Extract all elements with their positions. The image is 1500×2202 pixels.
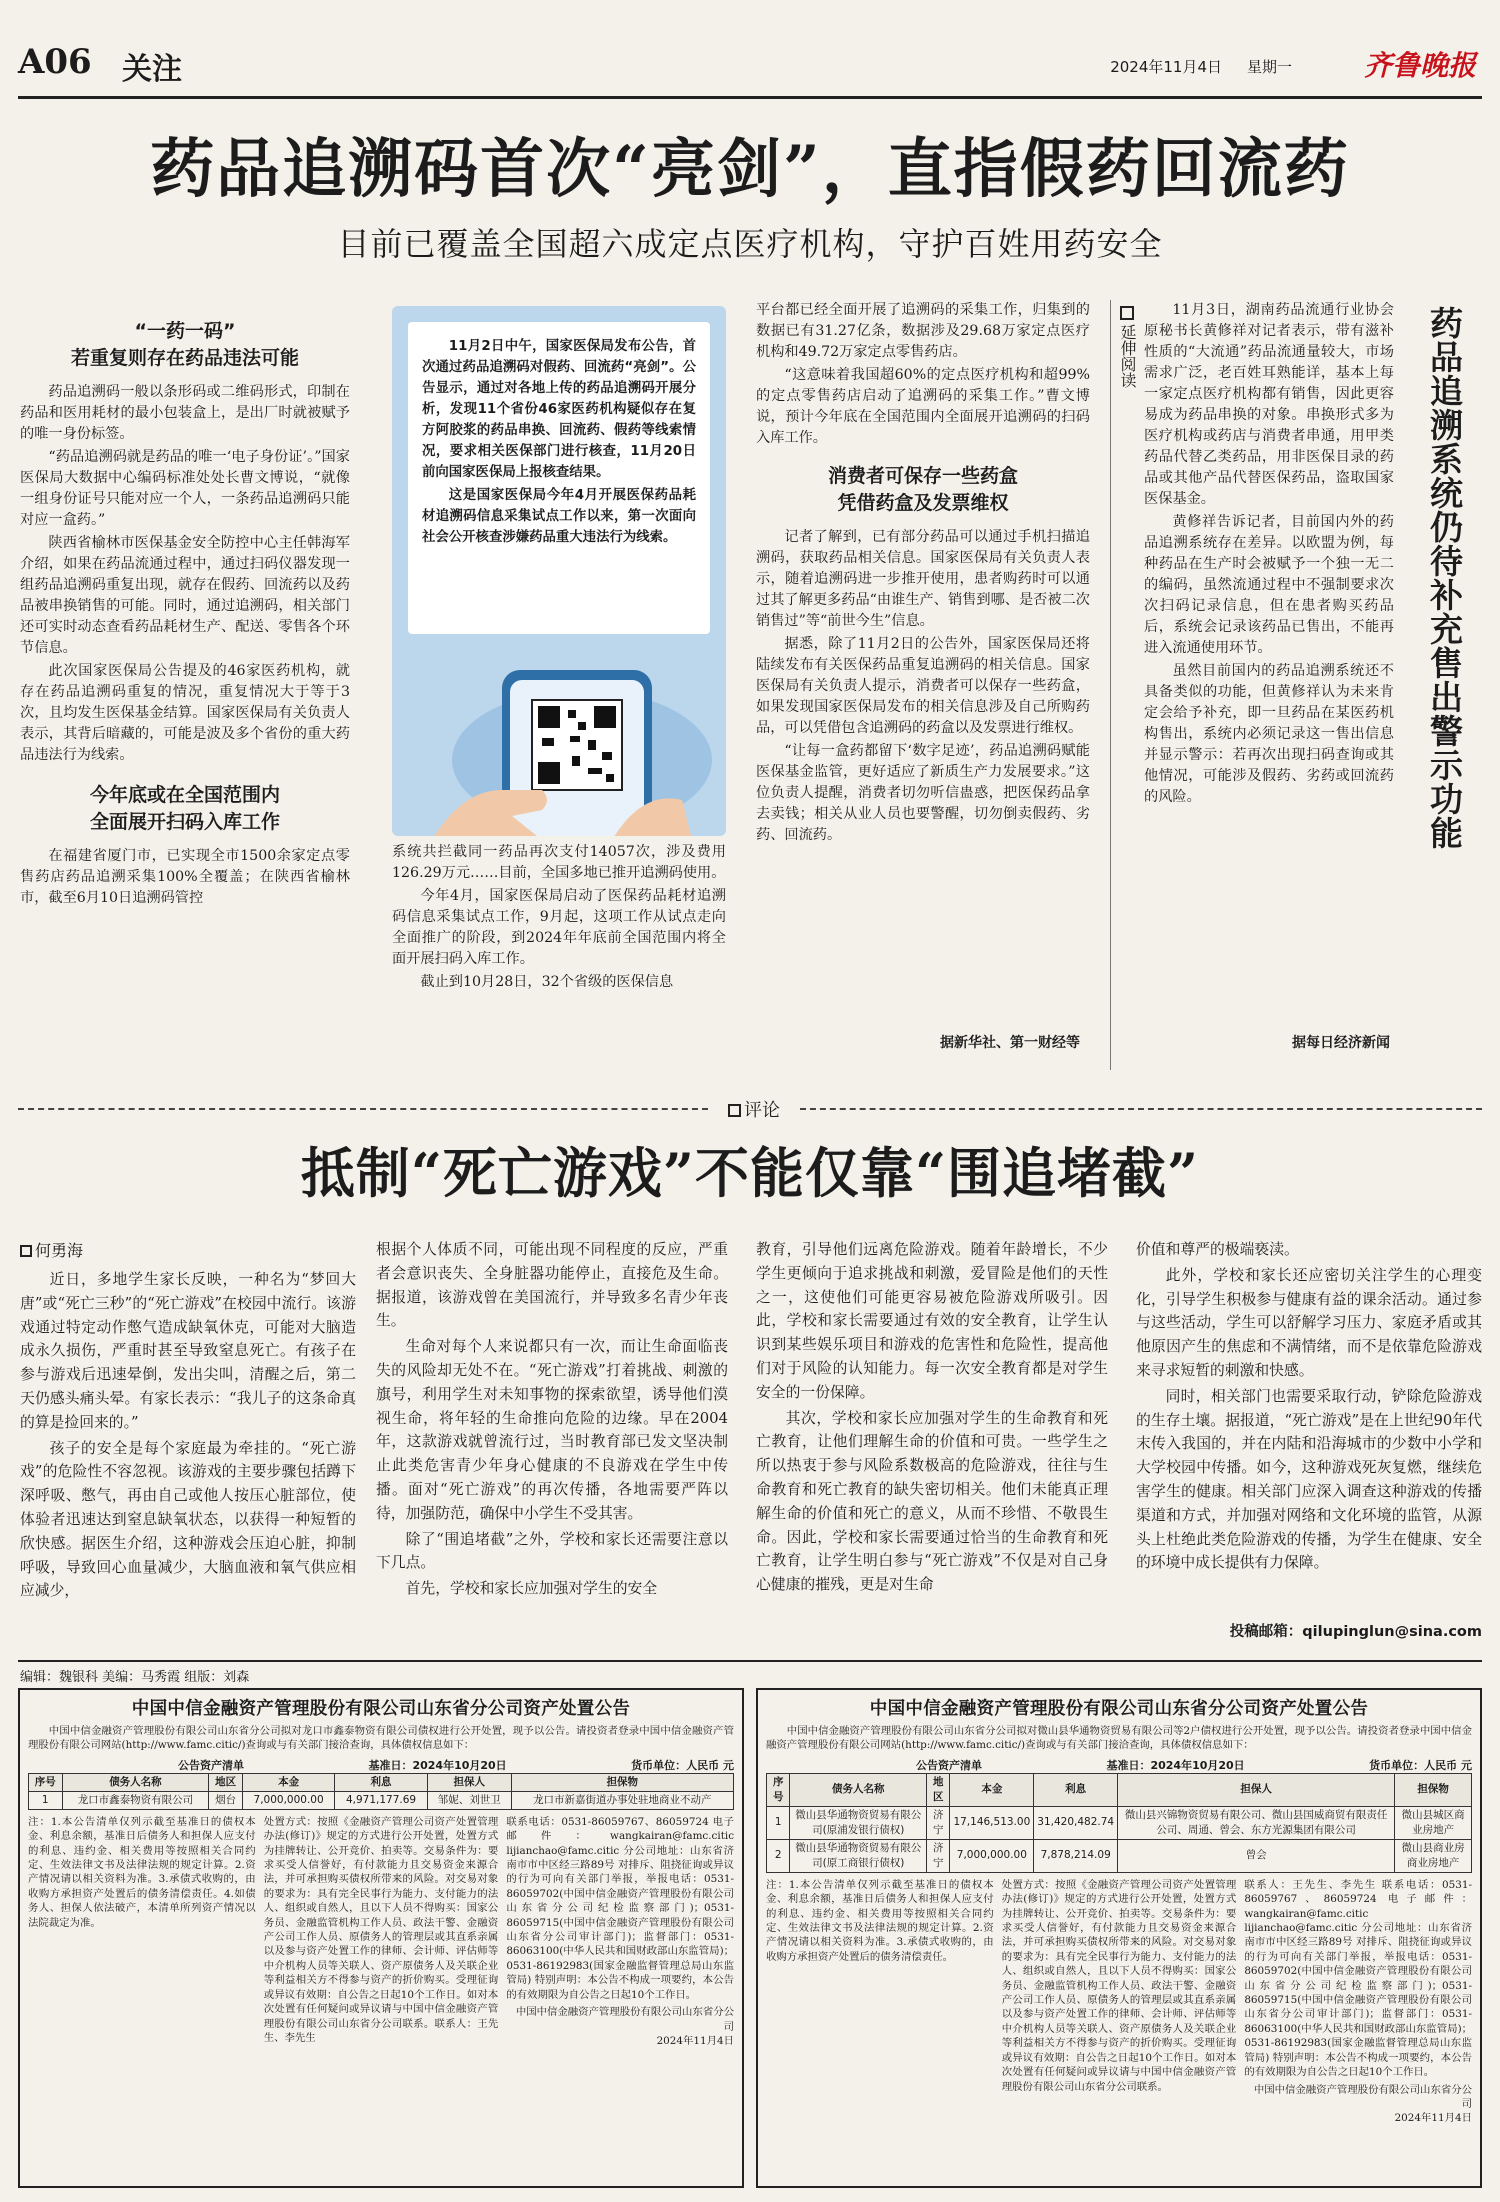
currency-unit: 货币单位：人民币 元 bbox=[1369, 1758, 1472, 1772]
ad-note: 联系电话：0531-86059767、86059724 电子邮件：wangkairan@famc.citic lijianchao@famc.citic 分公司地址：山东省济南市市中区经三路89号 对排斥、阻挠征询或异议的行为可向有关部门举报，举报电话：0531-86059702(中国中信金融资产管理股份有限公司山东省分公司纪检监察部门)；0531-86059715(中国中信金融资产管理股份有限公司山东省分公司审计部门)；监督部门：0531-86063100(中华人民共和国财政部山东监管局)；0531-86192983(国家金融监督管理总局山东监管局) 特别声明：本公告不构成一项要约，本公告的有效期限为自公告之日起10个工作日。 bbox=[506, 1815, 735, 2001]
table-cell: 微山县商业房商业房地产 bbox=[1395, 1839, 1472, 1872]
section-heading: “一药一码” 若重复则存在药品违法可能 bbox=[70, 320, 299, 369]
credits-rule bbox=[18, 1660, 1482, 1662]
ad-notice-left bbox=[18, 1688, 744, 2188]
phone-qr-illustration bbox=[392, 640, 726, 836]
ad-table-caption bbox=[766, 1757, 1472, 1773]
ad-note-contact bbox=[1244, 1878, 1472, 2126]
masthead-logo: 齐鲁晚报 bbox=[1363, 49, 1476, 82]
paragraph: 其次，学校和家长应加强对学生的生命教育和死亡教育，让他们理解生命的价值和可贵。一些学生之所以热衷于参与风险系数极高的危险游戏，往往与生命教育和死亡教育的缺失密切相关。他们未能真正理解生命的价值和死亡的意义，从而不珍惜、不敬畏生命。因此，学校和家长需要通过恰当的生命教育和死亡教育，让学生明白参与“死亡游戏”不仅是对自己身心健康的摧残，更是对生命 bbox=[756, 1409, 1108, 1594]
table-cell: 微山县华通物资贸易有限公司(原工商银行债权) bbox=[790, 1839, 927, 1872]
ad-intro: 中国中信金融资产管理股份有限公司山东省分公司拟对龙口市鑫泰物资有限公司债权进行公开处置，现予以公告。请投资者登录中国中信金融资产管理股份有限公司网站(http://www.famc.citic/)查询或与有关部门接洽查询，具体债权信息如下： bbox=[28, 1725, 734, 1752]
table-cell: 济宁 bbox=[927, 1839, 950, 1872]
section-rule-right bbox=[800, 1108, 1482, 1110]
paragraph: 药品追溯码一般以条形码或二维码形式，印制在药品和医用耗材的最小包装盒上，是出厂时就被赋予的唯一身份标签。 bbox=[20, 384, 350, 442]
paragraph: 此次国家医保局公告提及的46家医药机构，就存在药品追溯码重复的情况，重复情况大于等于3次，且均发生医保基金结算。国家医保局有关负责人表示，其背后暗藏的，可能是波及多个省份的重大药品违法行为线索。 bbox=[20, 663, 350, 763]
section-heading: 消费者可保存一些药盒 凭借药盒及发票维权 bbox=[827, 465, 1018, 514]
table-header-cell: 债务人名称 bbox=[790, 1773, 927, 1806]
ad-intro: 中国中信金融资产管理股份有限公司山东省分公司拟对微山县华通物资贸易有限公司等2户债权进行公开处置，现予以公告。请投资者登录中国中信金融资产管理股份有限公司网站(http://www.famc.citic/)查询或与有关部门接洽查询，具体债权信息如下： bbox=[766, 1725, 1472, 1752]
article-column-1 bbox=[20, 310, 350, 1080]
ad-title: 中国中信金融资产管理股份有限公司山东省分公司资产处置公告 bbox=[131, 1699, 631, 1719]
asset-table bbox=[766, 1773, 1472, 1873]
ad-sign-date: 2024年11月4日 bbox=[656, 2034, 735, 2047]
section-rule-left bbox=[18, 1108, 708, 1110]
tag-box-icon bbox=[728, 1104, 741, 1117]
paragraph: 价值和尊严的极端亵渎。 bbox=[1136, 1241, 1299, 1258]
base-date: 基准日：2024年10月20日 bbox=[368, 1758, 507, 1772]
page-number: A06 bbox=[18, 42, 92, 82]
table-cell: 17,146,513.00 bbox=[950, 1806, 1034, 1839]
section-heading: 今年底或在全国范围内 全面展开扫码入库工作 bbox=[89, 784, 280, 833]
article-column-3 bbox=[756, 300, 1090, 1070]
paragraph: 孩子的安全是每个家庭最为牵挂的。“死亡游戏”的危险性不容忽视。该游戏的主要步骤包括蹲下深呼吸、憋气，再由自己或他人按压心脏部位，使体验者迅速达到窒息缺氧状态，以获得一种短暂的欣快感。据医生介绍，这种游戏会压迫心脏，抑制呼吸，导致回心血量减少，大脑血液和氧气供应相应减少， bbox=[20, 1439, 356, 1600]
paragraph: 此外，学校和家长还应密切关注学生的心理变化，引导学生积极参与健康有益的课余活动。通过参与这些活动，学生可以舒解学习压力、家庭矛盾或其他原因产生的焦虑和不满情绪，而不是依靠危险游戏来寻求短暂的刺激和快感。 bbox=[1136, 1266, 1482, 1379]
table-header-cell: 利息 bbox=[335, 1773, 427, 1791]
paragraph: 今年4月，国家医保局启动了医保药品耗材追溯码信息采集试点工作，9月起，这项工作从试点走向全面推广的阶段，到2024年年底前全国范围内将全面开展扫码入库工作。 bbox=[392, 888, 726, 967]
ad-note: 联系人：王先生、李先生 联系电话：0531-86059767、86059724 电子邮件：wangkairan@famc.citic lijianchao@famc.citic 分公司地址：山东省济南市市中区经三路89号 对排斥、阻挠征询或异议的行为可向有关部门举报，举报电话：0531-86059702(中国中信金融资产管理股份有限公司山东省分公司纪检监察部门)；0531-86059715(中国中信金融资产管理股份有限公司山东省分公司审计部门)；监督部门：0531-86063100(中华人民共和国财政部山东监管局)；0531-86192983(国家金融监督管理总局山东监管局) 特别声明：本公告不构成一项要约，本公告的有效期限为自公告之日起10个工作日。 bbox=[1244, 1878, 1473, 2079]
table-header-cell: 利息 bbox=[1034, 1773, 1118, 1806]
ad-signoff: 中国中信金融资产管理股份有限公司山东省分公司 bbox=[1253, 2083, 1473, 2110]
comment-column-1 bbox=[20, 1268, 356, 1644]
ad-notice-right bbox=[756, 1688, 1482, 2188]
table-cell: 微山县兴锦物资贸易有限公司、微山县国威商贸有限责任公司、周通、曾会、东方光源集团有限公司 bbox=[1118, 1806, 1395, 1839]
extended-reading-tag bbox=[1116, 306, 1138, 388]
table-cell: 7,000,000.00 bbox=[242, 1791, 334, 1809]
table-header-cell: 本金 bbox=[242, 1773, 334, 1791]
issue-date: 2024年11月4日 bbox=[1110, 58, 1222, 76]
table-cell: 微山县城区商业房地产 bbox=[1395, 1806, 1472, 1839]
paragraph: “让每一盒药都留下‘数字足迹’，药品追溯码赋能医保基金监管，更好适应了新质生产力发展要求。”这位负责人提醒，消费者切勿听信蛊惑，把医保药品拿去卖钱；相关从业人员也要警醒，切勿倒卖假药、劣药、回流药。 bbox=[756, 743, 1090, 843]
table-header-cell: 债务人名称 bbox=[62, 1773, 209, 1791]
table-header-cell: 担保物 bbox=[511, 1773, 733, 1791]
paragraph: 黄修祥告诉记者，目前国内外的药品追溯系统存在差异。以欧盟为例，每种药品在生产时会被赋予一个独一无二的编码，虽然流通过程中不强制要求次次扫码记录信息，但在患者购买药品后，系统会记录该药品已售出，不能再进入流通使用环节。 bbox=[1144, 514, 1394, 656]
paragraph: 11月3日，湖南药品流通行业协会原秘书长黄修祥对记者表示，带有滋补性质的“大流通”药品流通量较大，市场需求广泛，老百姓耳熟能详，基本上每一家定点医疗机构都有销售，因此更容易成为药品串换的对象。串换形式多为医疗机构或药店与消费者串通，用甲类药品代替乙类药品，用非医保目录的药品或其他产品代替医保药品，盗取国家医保基金。 bbox=[1144, 302, 1394, 507]
table-header-cell: 地区 bbox=[927, 1773, 950, 1806]
paragraph: 除了“围追堵截”之外，学校和家长还需要注意以下几点。 bbox=[376, 1530, 728, 1572]
ad-table-caption bbox=[28, 1757, 734, 1773]
paragraph: 教育，引导他们远离危险游戏。随着年龄增长，不少学生更倾向于追求挑战和刺激，爱冒险是他们的天性之一，这使他们可能更容易被危险游戏所吸引。因此，学校和家长需要通过有效的安全教育，让学生认识到某些娱乐项目和游戏的危害性和危险性，提高他们对于风险的认知能力。每一次安全教育都是对学生安全的一份保障。 bbox=[756, 1241, 1108, 1401]
tag-box-icon bbox=[1120, 306, 1134, 320]
ad-note-contact bbox=[506, 1815, 734, 2049]
table-header-cell: 地区 bbox=[209, 1773, 243, 1791]
sidebar-source: 据每日经济新闻 bbox=[1292, 1035, 1390, 1051]
ad-notes bbox=[766, 1878, 1472, 2126]
page-header bbox=[18, 40, 1482, 98]
table-row bbox=[767, 1839, 1472, 1872]
table-title: 公告资产清单 bbox=[178, 1758, 244, 1772]
table-title: 公告资产清单 bbox=[916, 1758, 982, 1772]
ad-notes bbox=[28, 1815, 734, 2049]
table-cell: 曾会 bbox=[1118, 1839, 1395, 1872]
editor-credits: 编辑：魏银科 美编：马秀霞 组版：刘森 bbox=[20, 1670, 250, 1685]
table-header-cell: 序号 bbox=[767, 1773, 790, 1806]
table-header-cell: 序号 bbox=[29, 1773, 63, 1791]
highlight-box bbox=[392, 306, 726, 836]
tag-box-icon bbox=[20, 1245, 32, 1257]
table-cell: 2 bbox=[767, 1839, 790, 1872]
paragraph: 截止到10月28日，32个省级的医保信息 bbox=[420, 974, 674, 990]
paragraph: 首先，学校和家长应加强对学生的安全 bbox=[405, 1580, 658, 1598]
table-cell: 31,420,482.74 bbox=[1034, 1806, 1118, 1839]
ad-sign-date: 2024年11月4日 bbox=[1394, 2112, 1473, 2125]
paragraph: 平台都已经全面开展了追溯码的采集工作，归集到的数据已有31.27亿条，数据涉及29.68万家定点医疗机构和49.72万家定点零售药店。 bbox=[756, 302, 1090, 360]
section-name: 关注 bbox=[122, 52, 182, 87]
highlight-box-inner bbox=[408, 322, 710, 634]
table-cell: 济宁 bbox=[927, 1806, 950, 1839]
ad-title: 中国中信金融资产管理股份有限公司山东省分公司资产处置公告 bbox=[869, 1699, 1369, 1719]
submission-email: 投稿邮箱：qilupinglun@sina.com bbox=[1229, 1624, 1482, 1640]
ad-note: 注：1.本公告清单仅列示截至基准日的债权本金、利息余额，基准日后债务人和担保人应支付的利息、违约金、相关费用等按照相关合同约定、生效法律文书及法律法规的规定计算。2.资产情况请以相关资料为准。3.承债式收购的，由收购方承担资产处置后的债务清偿责任。4.如债务人、担保人依法破产，本清单所列资产情况以法院裁定为准。 bbox=[28, 1815, 256, 1929]
paragraph: 陕西省榆林市医保基金安全防控中心主任韩海军介绍，如果在药品流通过程中，通过扫码仪器发现一组药品追溯码重复出现，就存在假药、回流药以及药品被串换销售的可能。同时，通过追溯码，相关部门还可实时动态查看药品耗材生产、配送、零售各个环节信息。 bbox=[20, 535, 350, 656]
paragraph: 生命对每个人来说都只有一次，而让生命面临丧失的风险却无处不在。“死亡游戏”打着挑战、刺激的旗号，利用学生对未知事物的探索欲望，诱导他们漠视生命，将年轻的生命推向危险的边缘。早在2004年，这款游戏就曾流行过，当时教育部已发文坚决制止此类危害青少年身心健康的不良游戏在学生中传播。面对“死亡游戏”的再次传播，各地需要严阵以待，加强防范，确保中小学生不受其害。 bbox=[376, 1338, 728, 1522]
table-cell: 龙口市新嘉街道办事处驻地商业不动产 bbox=[511, 1791, 733, 1809]
highlight-paragraph: 11月2日中午，国家医保局发布公告，首次通过药品追溯码对假药、回流药“亮剑”。公告显示，通过对各地上传的药品追溯码开展分析，发现11个省份46家医药机构疑似存在复方阿胶浆的药品串换、回流药、假药等线索情况，要求相关医保部门进行核查，11月20日前向国家医保局上报核查结果。 bbox=[422, 339, 696, 480]
ad-note: 处置方式：按照《金融资产管理公司资产处置管理办法(修订)》规定的方式进行公开处置，处置方式为挂牌转让、公开竞价、拍卖等。交易条件为：要求买受人信誉好，有付款能力且交易资金来源合法，并可承担购买债权所带来的风险。对交易对象的要求为：具有完全民事行为能力、支付能力的法人、组织或自然人，且以下人员不得购买：国家公务员、金融监管机构工作人员、政法干警、金融资产公司工作人员、原债务人的管理层或其直系亲属以及参与资产处置工作的律师、会计师、评估师等中介机构人员等关联人、资产原债务人及关联企业等利益相关方不得参与资产的折价购买。受理征询或异议有效期：自公告之日起10个工作日。如对本次处置有任何疑问或异议请与中国中信金融资产管理股份有限公司山东省分公司联系。联系人：王先生、李先生 bbox=[263, 1815, 499, 2044]
sidebar-body bbox=[1144, 300, 1394, 1060]
asset-table bbox=[28, 1773, 734, 1810]
sidebar-divider bbox=[1110, 300, 1111, 1070]
comment-column-4 bbox=[1136, 1238, 1482, 1644]
extended-reading-label: 延伸阅读 bbox=[1118, 324, 1137, 388]
comment-tag bbox=[712, 1096, 796, 1122]
table-header-cell: 担保人 bbox=[427, 1773, 511, 1791]
paragraph: 根据个人体质不同，可能出现不同程度的反应，严重者会意识丧失、全身脏器功能停止，直接危及生命。据报道，该游戏曾在美国流行，并导致多名青少年丧生。 bbox=[376, 1241, 728, 1330]
table-header-cell: 本金 bbox=[950, 1773, 1034, 1806]
table-row bbox=[29, 1791, 734, 1809]
author-name: 何勇海 bbox=[35, 1241, 84, 1260]
ad-note: 处置方式：按照《金融资产管理公司资产处置管理办法(修订)》规定的方式进行公开处置，处置方式为挂牌转让、公开竞价、拍卖等。交易条件为：要求买受人信誉好，有付款能力且交易资金来源合法，并可承担购买债权所带来的风险。对交易对象的要求为：具有完全民事行为能力、支付能力的法人、组织或自然人，且以下人员不得购买：国家公务员、金融监管机构工作人员、政法干警、金融资产公司工作人员、原债务人的管理层或其直系亲属以及参与资产处置工作的律师、会计师、评估师等中介机构人员等关联人、资产原债务人及关联企业等利益相关方不得参与资产的折价购买。受理征询或异议有效期：自公告之日起10个工作日。如对本次处置有任何疑问或异议请与中国中信金融资产管理股份有限公司山东省分公司联系。 bbox=[1001, 1878, 1237, 2093]
paragraph: 据悉，除了11月2日的公告外，国家医保局还将陆续发布有关医保药品重复追溯码的相关信息。国家医保局有关负责人提示，消费者可以保存一些药盒，如果发现国家医保局发布的相关信息涉及自己所购药品，可以凭借包含追溯码的药盒以及发票进行维权。 bbox=[756, 636, 1090, 736]
header-rule bbox=[18, 96, 1482, 99]
paragraph: “药品追溯码就是药品的唯一‘电子身份证’。”国家医保局大数据中心编码标准处处长曹文博说，“就像一组身份证号只能对应一个人，一条药品追溯码只能对应一盒药。” bbox=[20, 449, 350, 528]
sidebar-headline: 药品追溯系统仍待补充售出警示功能 bbox=[1425, 306, 1464, 850]
main-headline: 药品追溯码首次“亮剑”，直指假药回流药 bbox=[150, 132, 1350, 207]
table-cell: 烟台 bbox=[209, 1791, 243, 1809]
table-header-cell: 担保物 bbox=[1395, 1773, 1472, 1806]
table-cell: 1 bbox=[767, 1806, 790, 1839]
table-header-cell: 担保人 bbox=[1118, 1773, 1395, 1806]
paragraph: 近日，多地学生家长反映，一种名为“梦回大唐”或“死亡三秒”的“死亡游戏”在校园中流行。该游戏通过特定动作憋气造成缺氧休克，可能对大脑造成永久损伤，严重时甚至导致窒息死亡。有孩子在参与游戏后迅速晕倒，发出尖叫，清醒之后，第二天仍感头痛头晕。有家长表示：“我儿子的这条命真的算是捡回来的。” bbox=[20, 1271, 356, 1431]
highlight-paragraph: 这是国家医保局今年4月开展医保药品耗材追溯码信息采集试点工作以来，第一次面向社会公开核查涉嫌药品重大违法行为线索。 bbox=[422, 488, 696, 545]
table-cell: 7,000,000.00 bbox=[950, 1839, 1034, 1872]
issue-weekday: 星期一 bbox=[1246, 58, 1292, 76]
paragraph: 系统共拦截同一药品再次支付14057次，涉及费用126.29万元……目前，全国多地已推开追溯码使用。 bbox=[392, 844, 726, 881]
comment-headline: 抵制“死亡游戏”不能仅靠“围追堵截” bbox=[300, 1141, 1200, 1205]
comment-column-2 bbox=[376, 1238, 728, 1644]
comment-label: 评论 bbox=[744, 1100, 780, 1121]
table-cell: 1 bbox=[29, 1791, 63, 1809]
paragraph: 同时，相关部门也需要采取行动，铲除危险游戏的生存土壤。据报道，“死亡游戏”是在上世纪90年代末传入我国的，并在内陆和沿海城市的少数中小学和大学校园中传播。如今，这种游戏死灰复燃，继续危害学生的健康。相关部门应深入调查这种游戏的传播渠道和方式，并加强对网络和文化环境的监管，从源头上杜绝此类危险游戏的传播，为学生在健康、安全的环境中成长提供有力保障。 bbox=[1136, 1387, 1482, 1572]
table-cell: 4,971,177.69 bbox=[335, 1791, 427, 1809]
table-cell: 龙口市鑫泰物资有限公司 bbox=[62, 1791, 209, 1809]
ad-note: 注：1.本公告清单仅列示截至基准日的债权本金、利息余额，基准日后债务人和担保人应支付的利息、违约金、相关费用等按照相关合同约定、生效法律文书及法律法规的规定计算。2.资产情况请以相关资料为准。3.承债式收购的，由收购方承担资产处置后的债务清偿责任。 bbox=[766, 1878, 994, 1963]
table-cell: 邹妮、刘世卫 bbox=[427, 1791, 511, 1809]
comment-column-3 bbox=[756, 1238, 1108, 1644]
paragraph: “这意味着我国超60%的定点医疗机构和超99%的定点零售药店启动了追溯码的采集工作。”曹文博说，预计今年底在全国范围内全面展开追溯码的扫码入库工作。 bbox=[756, 367, 1090, 446]
paragraph: 记者了解到，已有部分药品可以通过手机扫描追溯码，获取药品相关信息。国家医保局有关负责人表示，随着追溯码进一步推开使用，患者购药时可以通过其了解更多药品“由谁生产、销售到哪、是否被二次销售过”等“前世今生”信息。 bbox=[756, 529, 1090, 629]
byline bbox=[20, 1238, 220, 1261]
table-cell: 微山县华通物资贸易有限公司(原浦发银行债权) bbox=[790, 1806, 927, 1839]
article-column-2 bbox=[392, 842, 726, 1082]
paragraph: 在福建省厦门市，已实现全市1500余家定点零售药店药品追溯采集100%全覆盖；在陕西省榆林市，截至6月10日追溯码管控 bbox=[20, 848, 350, 906]
source-credit: 据新华社、第一财经等 bbox=[940, 1035, 1080, 1051]
main-subheadline: 目前已覆盖全国超六成定点医疗机构，守护百姓用药安全 bbox=[337, 225, 1163, 263]
base-date: 基准日：2024年10月20日 bbox=[1106, 1758, 1245, 1772]
currency-unit: 货币单位：人民币 元 bbox=[631, 1758, 734, 1772]
table-cell: 7,878,214.09 bbox=[1034, 1839, 1118, 1872]
ad-signoff: 中国中信金融资产管理股份有限公司山东省分公司 bbox=[515, 2006, 735, 2033]
paragraph: 虽然目前国内的药品追溯系统还不具备类似的功能，但黄修祥认为未来肯定会给予补充，即一旦药品在某医药机构售出，系统内必须记录这一售出信息并显示警示：若再次出现扫码查询或其他情况，可能涉及假药、劣药或回流药的风险。 bbox=[1144, 663, 1394, 805]
table-row bbox=[767, 1806, 1472, 1839]
